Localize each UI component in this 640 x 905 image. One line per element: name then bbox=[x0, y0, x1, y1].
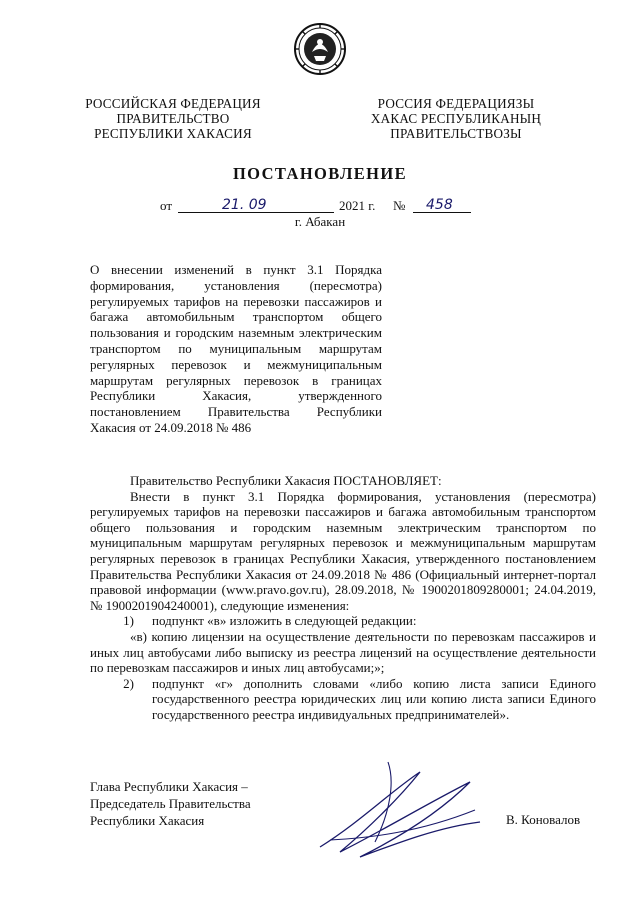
document-body bbox=[90, 473, 596, 723]
number-handwritten: 458 bbox=[426, 197, 453, 213]
list-item bbox=[90, 613, 596, 629]
header-right-line: ПРАВИТЕЛЬСТВОЗЫ bbox=[390, 126, 522, 141]
header-right-block bbox=[356, 96, 556, 141]
header-left-line: РЕСПУБЛИКИ ХАКАСИЯ bbox=[94, 126, 252, 141]
header-right-line: ХАКАС РЕСПУБЛИКАНЫҢ bbox=[370, 111, 542, 126]
document-title: ПОСТАНОВЛЕНИЕ bbox=[232, 164, 408, 183]
signatory-line: Председатель Правительства bbox=[90, 796, 251, 811]
date-handwritten: 21. 09 bbox=[222, 197, 267, 213]
signatory-name: В. Коновалов bbox=[506, 812, 581, 827]
list-item-number: 2) bbox=[123, 675, 134, 691]
signatory-line: Глава Республики Хакасия – bbox=[90, 779, 248, 794]
coat-of-arms-emblem bbox=[293, 22, 347, 76]
date-prefix: от bbox=[160, 198, 173, 213]
main-paragraph: Внести в пункт 3.1 Порядка формирования, установления (пересмотра) регулируемых тарифов на перевозки пассажиров и багажа автомобильным транспортом общего пользования и городским наземным электрическим транспортом по муниципальным маршрутам регулярных перевозок и межмуниципальным маршрутам регулярных перевозок в границах Республики Хакасия, утвержденного постановлением Правительства Республики Хакасия от 24.09.2018 № 486 (Официальный интернет-портал правовой информации (www.pravo.gov.ru), 28.09.2018, № 1900201809280001; 24.04.2019, № 1900201904240001), следующие изменения: bbox=[90, 488, 596, 613]
preamble: Правительство Республики Хакасия ПОСТАНОВЛЯЕТ: bbox=[130, 473, 442, 488]
list-item-number: 1) bbox=[123, 613, 134, 629]
header-left-line: ПРАВИТЕЛЬСТВО bbox=[116, 111, 230, 126]
list-item-text: подпункт «в» изложить в следующей редакции: bbox=[152, 613, 417, 629]
signatory-position bbox=[90, 778, 251, 829]
header-right-line: РОССИЯ ФЕДЕРАЦИЯЗЫ bbox=[377, 96, 535, 111]
list-item bbox=[90, 676, 596, 723]
date-year: 2021 г. bbox=[339, 198, 376, 213]
signatory-line: Республики Хакасия bbox=[90, 813, 205, 828]
list-item-continuation: «в) копию лицензии на осуществление деятельности по перевозкам пассажиров и иных лиц автобусами либо выписку из реестра лицензий на осуществление деятельности по перевозкам пассажиров и иных лиц автобусами;»; bbox=[90, 628, 596, 676]
header-left-block bbox=[78, 96, 268, 141]
header-left-line: РОССИЙСКАЯ ФЕДЕРАЦИЯ bbox=[85, 96, 261, 111]
number-sign: № bbox=[393, 198, 406, 213]
handwritten-signature bbox=[300, 752, 490, 862]
list-item-text: подпункт «г» дополнить словами «либо копию листа записи Единого государственного реестра юридических лиц или копию листа записи Единого государственного реестра индивидуальных предпринимателей». bbox=[152, 675, 596, 722]
city: г. Абакан bbox=[294, 214, 346, 229]
document-subject: О внесении изменений в пункт 3.1 Порядка формирования, установления (пересмотра) регулируемых тарифов на перевозки пассажиров и багажа автомобильным транспортом общего пользования и городским наземным электрическим транспортом по муниципальным маршрутам регулярных перевозок и межмуниципальным маршрутам регулярных перевозок в границах Республики Хакасия, утвержденного постановлением Правительства Республики Хакасия от 24.09.2018 № 486 bbox=[90, 262, 382, 435]
